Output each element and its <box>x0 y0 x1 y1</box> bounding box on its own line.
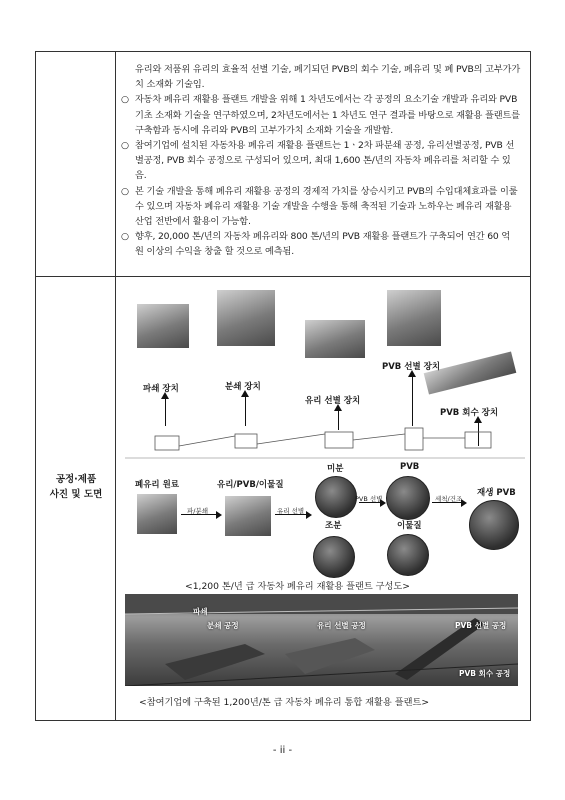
step-crush: 파/분쇄 <box>187 507 209 515</box>
paragraph: ○ 자동차 폐유리 재활용 플랜트 개발을 위해 1 차년도에서는 각 공정의 요소기술 개발과 유리와 PVB 기초 소재화 기술을 연구하였으며, 2차년도에서는 1 차년도 연구 결과를 바탕으로 재활용 플랜트를 구축함과 동시에 유리와 PVB의 고부가가치 소재화 기술을 개발함. <box>121 94 520 136</box>
flow-foreign: 이물질 <box>397 521 422 531</box>
paragraph: ○ 향후, 20,000 톤/년의 자동차 폐유리와 800 톤/년의 PVB 재활용 플랜트가 구축되어 연간 60 억 원 이상의 수익을 창출 할 것으로 예측됨. <box>121 231 511 258</box>
flow-recycled: 재생 PVB <box>477 488 516 498</box>
label-column <box>36 52 116 720</box>
step-pvb: PVB 선별 <box>355 495 383 503</box>
label-glass-sorting: 유리 선별 장치 <box>305 396 361 406</box>
step-glass: 유리 선별 <box>277 507 305 515</box>
paragraph: 유리와 저품위 유리의 효율적 선별 기술, 폐기되던 PVB의 회수 기술, 폐유리 및 폐 PVB의 고부가가치 소재화 기술임. <box>135 64 521 91</box>
row-divider <box>36 276 530 277</box>
bullet-circle: ○ <box>121 185 129 197</box>
coarse-photo <box>313 536 355 578</box>
bullet-circle: ○ <box>121 94 129 106</box>
label-pvb-sorting: PVB 선별 장치 <box>382 362 441 372</box>
process-diagram <box>125 290 525 708</box>
label-grinding: 분쇄 장치 <box>225 382 261 392</box>
mixed-photo <box>225 496 271 536</box>
fine-powder-photo <box>315 476 357 518</box>
bullet-circle: ○ <box>121 231 129 243</box>
row-label-line2: 사진 및 도면 <box>49 489 103 500</box>
row-label <box>36 472 116 502</box>
photo-label-grind: 분쇄 공정 <box>207 621 239 630</box>
label-crushing: 파쇄 장치 <box>143 384 179 394</box>
pvb-sorter-image <box>387 290 441 346</box>
photo-label-crush: 파쇄 <box>193 607 208 616</box>
crusher-image <box>137 304 189 348</box>
row-label-line1: 공정·제품 <box>55 474 97 485</box>
recycled-pvb-photo <box>469 500 519 550</box>
photo-caption: <참여기업에 구축된 1,200년/톤 급 자동차 폐유리 통합 재활용 플랜트> <box>139 697 430 708</box>
plant-schematic <box>125 420 525 470</box>
step-wash: 세척/건조 <box>435 495 463 503</box>
paragraph: ○ 본 기술 개발을 통해 폐유리 재활용 공정의 경제적 가치를 상승시키고 PVB의 수입대체효과를 이룰 수 있으며 자동차 폐유리 재활용 기술 개발을 수행을 통해 축적된 기술과 노하우는 폐유리 재활용 산업 전반에서 활용이 가능함. <box>121 185 518 228</box>
grinder-image <box>217 290 275 346</box>
plant-photo <box>125 594 518 686</box>
raw-glass-photo <box>137 494 177 534</box>
diagram-caption: <1,200 톤/년 급 자동차 폐유리 재활용 플랜트 구성도> <box>185 581 410 592</box>
photo-label-pvb-rec: PVB 회수 공정 <box>459 669 511 678</box>
glass-sorter-image <box>305 320 365 358</box>
flow-mixed: 유리/PVB/이물질 <box>217 480 284 490</box>
pvb-recovery-image <box>424 351 517 394</box>
foreign-photo <box>387 534 429 576</box>
paragraph: ○ 참여기업에 설치된 자동차용 폐유리 재활용 플랜트는 1ㆍ2차 파분쇄 공정, 유리선별공정, PVB 선별공정, PVB 회수 공정으로 구성되어 있으며, 최대 1,600 톤/년의 자동차 폐유리를 처리할 수 있음. <box>121 140 515 182</box>
flow-raw: 폐유리 원료 <box>135 480 180 490</box>
summary-text <box>121 62 521 260</box>
photo-label-pvb-sort: PVB 선별 공정 <box>455 621 507 630</box>
flow-fine: 미분 <box>327 464 344 474</box>
flow-pvb: PVB <box>400 462 420 472</box>
page-number: - ii - <box>272 745 293 756</box>
pvb-photo <box>386 476 430 520</box>
arrow-up <box>412 374 413 426</box>
label-pvb-recovery: PVB 회수 장치 <box>440 408 499 418</box>
photo-label-glass: 유리 선별 공정 <box>317 621 366 630</box>
flow-coarse: 조분 <box>325 521 342 531</box>
bullet-circle: ○ <box>121 140 129 152</box>
